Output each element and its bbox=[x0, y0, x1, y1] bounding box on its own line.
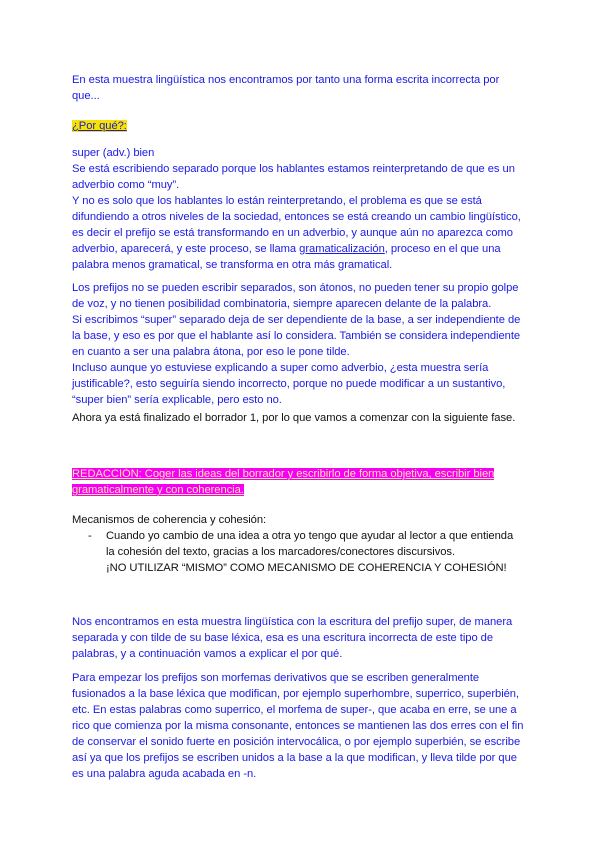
prefijos-line: la base, y eso es por que el hablante así lo considera. También se considera independiente bbox=[72, 330, 521, 342]
intro-line: En esta muestra lingüística nos encontramos por tanto una forma escrita incorrecta por bbox=[72, 74, 500, 86]
por-que-heading-block bbox=[72, 118, 532, 134]
redaccion-heading bbox=[72, 466, 532, 498]
prefijos-line: de voz, y no tienen posibilidad combinatoria, siempre aparecen delante de la palabra. bbox=[72, 298, 492, 310]
draft-line: Para empezar los prefijos son morfemas derivativos que se escriben generalmente bbox=[72, 672, 480, 684]
prefijos-line: Si escribimos “super” separado deja de ser dependiente de la base, a ser independiente de bbox=[72, 314, 521, 326]
draft-paragraph-1 bbox=[72, 614, 532, 662]
explanation-line: Y no es solo que los hablantes lo están reinterpretando, el problema es que se está bbox=[72, 195, 482, 207]
status-line: Ahora ya está finalizado el borrador 1, por lo que vamos a comenzar con la siguiente fase. bbox=[72, 412, 516, 424]
draft-line: es una palabra aguda acabada en -n. bbox=[72, 768, 257, 780]
super-adv-line: super (adv.) bien bbox=[72, 147, 155, 159]
intro-paragraph bbox=[72, 72, 532, 104]
draft-line: rico que comienza por la misma consonante, entonces se mantienen las dos erres con el fin bbox=[72, 720, 524, 732]
bullet-line: la cohesión del texto, gracias a los marcadores/conectores discursivos. bbox=[106, 546, 456, 558]
status-paragraph bbox=[72, 410, 532, 426]
explanation-line: adverbio como “muy”. bbox=[72, 179, 180, 191]
explanation-line: difundiendo a otros niveles de la sociedad, entonces se está creando un cambio lingüístico, bbox=[72, 211, 521, 223]
prefijos-line: en cuanto a ser una palabra átona, por eso le pone tilde. bbox=[72, 346, 350, 358]
gram-before: adverbio, aparecerá, y este proceso, se llama bbox=[72, 243, 300, 255]
por-que-heading: ¿Por qué?: bbox=[72, 120, 127, 132]
bullet-line: ¡NO UTILIZAR “MISMO” COMO MECANISMO DE COHERENCIA Y COHESIÓN! bbox=[106, 562, 507, 574]
gramaticalizacion-term: gramaticalización bbox=[299, 243, 385, 255]
mecanismos-section bbox=[72, 512, 532, 576]
explanation-2 bbox=[72, 280, 532, 408]
gramaticalizacion-line bbox=[72, 241, 532, 257]
draft-line: palabras, y a continuación vamos a explicar el por qué. bbox=[72, 648, 343, 660]
mecanismos-bullet bbox=[72, 528, 532, 576]
bullet-line: Cuando yo cambio de una idea a otra yo tengo que ayudar al lector a que entienda bbox=[106, 530, 514, 542]
prefijos-line: justificable?, esto seguiría siendo incorrecto, porque no puede modificar a un sustantivo, bbox=[72, 378, 506, 390]
gram-after: , proceso en el que una bbox=[384, 243, 501, 255]
mecanismos-title: Mecanismos de coherencia y cohesión: bbox=[72, 514, 267, 526]
bullet-dash: - bbox=[88, 530, 92, 542]
prefijos-line: Incluso aunque yo estuviese explicando a super como adverbio, ¿esta muestra sería bbox=[72, 362, 489, 374]
explanation-line: es decir el prefijo se está transformando en un adverbio, y aunque aún no aparezca como bbox=[72, 227, 513, 239]
explanation-line: Se está escribiendo separado porque los hablantes estamos reinterpretando de que es un bbox=[72, 163, 515, 175]
explanation-line: palabra menos gramatical, se transforma en otra más gramatical. bbox=[72, 259, 393, 271]
intro-line: que... bbox=[72, 90, 100, 102]
draft-line: etc. En estas palabras como superrico, el morfema de super-, que acaba en erre, se une a bbox=[72, 704, 517, 716]
prefijos-line: “super bien” sería explicable, pero esto no. bbox=[72, 394, 282, 406]
draft-line: fusionados a la base léxica que modifican, por ejemplo superhombre, superrico, superbién, bbox=[72, 688, 520, 700]
draft-line: Nos encontramos en esta muestra lingüística con la escritura del prefijo super, de manera bbox=[72, 616, 513, 628]
draft-line: separada y con tilde de su base léxica, esa es una escritura incorrecta de este tipo de bbox=[72, 632, 494, 644]
redaccion-line: REDACCIÓN: Coger las ideas del borrador y escribirlo de forma objetiva, escribir bien bbox=[72, 468, 495, 480]
explanation-1 bbox=[72, 145, 532, 273]
prefijos-line: Los prefijos no se pueden escribir separados, son átonos, no pueden tener su propio golpe bbox=[72, 282, 519, 294]
draft-paragraph-2 bbox=[72, 670, 532, 782]
redaccion-line: gramaticalmente y con coherencia. bbox=[72, 484, 244, 496]
draft-line: de conservar el sonido fuerte en posición intervocálica, o por ejemplo superbién, se escribe bbox=[72, 736, 521, 748]
draft-line: así ya que los prefijos se escriben unidos a la base a la que modifican, y lleva tilde por que bbox=[72, 752, 517, 764]
